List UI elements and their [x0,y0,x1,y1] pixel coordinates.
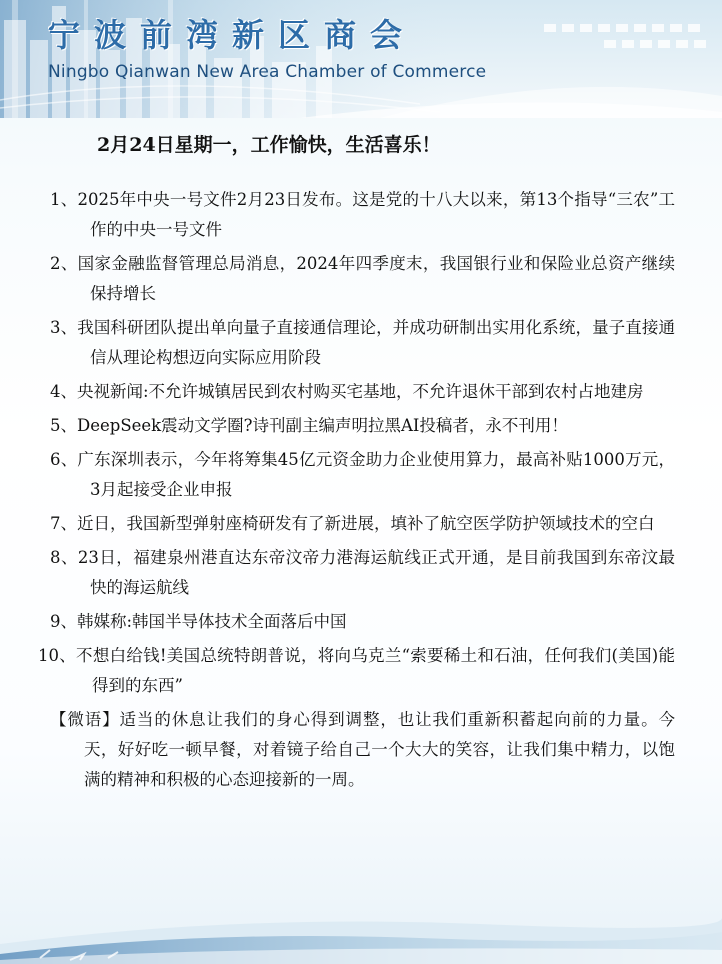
quote-label: 【微语】 [50,710,120,729]
news-item-1 [50,185,675,245]
news-text: 广东深圳表示，今年将筹集45亿元资金助力企业使用算力，最高补贴1000万元，3月起接受企业申报 [77,450,675,499]
quote-text: 适当的休息让我们的身心得到调整，也让我们重新积蓄起向前的力量。今天，好好吃一顿早餐，对着镜子给自己一个大大的笑容，让我们集中精力，以饱满的精神和积极的心态迎接新的一周。 [84,710,676,789]
news-item-2 [50,249,675,309]
news-text: 23日，福建泉州港直达东帝汶帝力港海运航线正式开通，是目前我国到东帝汶最快的海运航线 [77,548,675,597]
news-text: 国家金融监督管理总局消息，2024年四季度末，我国银行业和保险业总资产继续保持增长 [77,254,675,303]
chamber-title-english: Ningbo Qianwan New Area Chamber of Commerce [48,62,487,82]
news-number: 2、 [50,254,78,273]
daily-quote [50,705,675,795]
news-list [38,185,676,795]
news-item-8 [50,543,675,603]
news-item-5 [50,411,675,441]
news-item-3 [50,313,675,373]
news-number: 3、 [50,318,78,337]
news-text: 2025年中央一号文件2月23日发布。这是党的十八大以来，第13个指导“三农”工作的中央一号文件 [77,190,675,239]
page-headline: 2月24日星期一，工作愉快，生活喜乐！ [97,134,441,156]
news-number: 1、 [50,190,78,209]
news-number: 7、 [50,514,77,533]
news-item-6 [50,445,675,505]
news-text: 韩媒称:韩国半导体技术全面落后中国 [77,612,347,631]
news-number: 4、 [50,382,77,401]
news-number: 8、 [50,548,78,567]
news-number: 5、 [50,416,77,435]
news-text: 近日，我国新型弹射座椅研发有了新进展，填补了航空医学防护领域技术的空白 [77,514,655,533]
chamber-title-chinese: 宁波前湾新区商会 [48,16,417,54]
news-number: 6、 [50,450,78,469]
decorative-squares [544,20,714,60]
news-item-9 [50,607,675,637]
footer-wave-graphic [0,874,722,964]
news-item-7 [50,509,675,539]
news-number: 9、 [50,612,77,631]
news-text: 我国科研团队提出单向量子直接通信理论，并成功研制出实用化系统，量子直接通信从理论构想迈向实际应用阶段 [77,318,676,367]
header-banner [0,0,722,118]
news-item-4 [50,377,675,407]
news-text: DeepSeek震动文学圈?诗刊副主编声明拉黑AI投稿者，永不刊用！ [77,416,568,435]
news-item-10 [38,641,675,701]
news-number: 10、 [38,646,77,665]
news-text: 不想白给钱!美国总统特朗普说，将向乌克兰“索要稀土和石油，任何我们(美国)能得到的东西” [76,646,675,695]
news-text: 央视新闻:不允许城镇居民到农村购买宅基地，不允许退休干部到农村占地建房 [77,382,644,401]
